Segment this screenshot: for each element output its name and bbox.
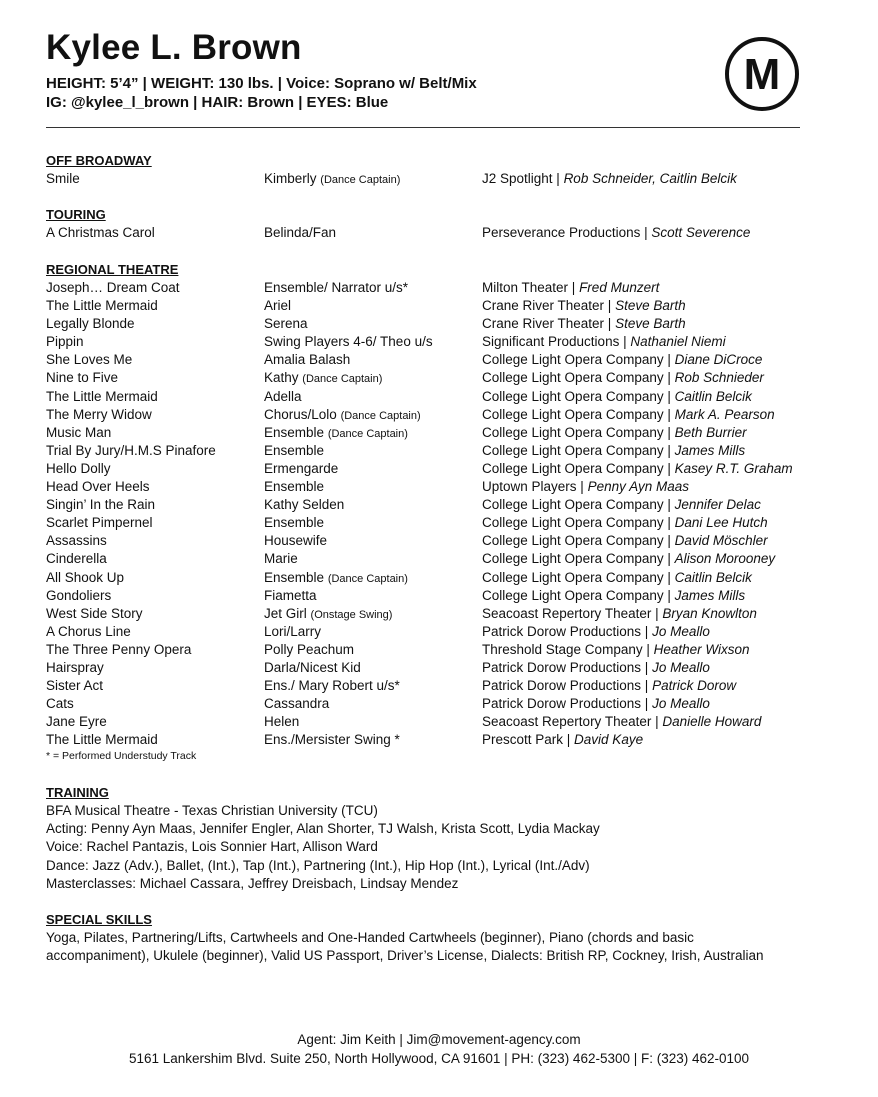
role-name: Ensemble — [264, 479, 325, 495]
show-title: Gondoliers — [46, 587, 112, 603]
role — [264, 297, 291, 315]
role-name: Ensemble — [264, 569, 325, 585]
director-name: Kasey R.T. Graham — [674, 460, 793, 476]
role — [264, 224, 336, 242]
director-name: Mark A. Pearson — [674, 406, 775, 422]
physical-stats — [46, 74, 477, 112]
role-note: (Onstage Swing) — [310, 608, 393, 621]
credit-row — [46, 641, 858, 659]
show-title: The Little Mermaid — [46, 732, 158, 748]
credit-row — [46, 532, 858, 550]
role — [264, 532, 327, 550]
director-name: James Mills — [674, 587, 746, 603]
director-name: Jennifer Delac — [674, 497, 761, 513]
show-title: A Chorus Line — [46, 623, 131, 639]
training-line: Acting: Penny Ayn Maas, Jennifer Engler, Alan Shorter, TJ Walsh, Krista Scott, Lydia Mackay — [46, 821, 600, 837]
role-name: Ens./ Mary Robert u/s* — [264, 678, 400, 694]
section-title: REGIONAL THEATRE — [46, 262, 179, 277]
show-title: Assassins — [46, 533, 107, 549]
section-title: OFF BROADWAY — [46, 153, 152, 168]
skills-text: Yoga, Pilates, Partnering/Lifts, Cartwheels and One-Handed Cartwheels (beginner), Piano (chords and basic accompaniment), Ukulele (beginner), Valid US Passport, Driver’s License, Dialects: British RP, Cockney, Irish, Australian — [46, 930, 764, 964]
show-title: Music Man — [46, 424, 112, 440]
director-name: Patrick Dorow — [652, 678, 737, 694]
company-name: College Light Opera Company | — [482, 424, 675, 440]
company — [482, 677, 736, 695]
director-name: Scott Severence — [651, 225, 751, 240]
company — [482, 442, 745, 460]
credit-row — [46, 514, 858, 532]
director-name: Jo Meallo — [652, 623, 710, 639]
company-name: Milton Theater | — [482, 280, 580, 295]
company — [482, 514, 768, 532]
credit-row — [46, 369, 858, 387]
role-name: Darla/Nicest Kid — [264, 659, 361, 675]
role — [264, 351, 350, 369]
show-title: Singin’ In the Rain — [46, 497, 156, 513]
role-name: Ensemble — [264, 424, 325, 440]
director-name: Jo Meallo — [652, 659, 710, 675]
credit-row — [46, 279, 858, 297]
credit-row — [46, 713, 858, 731]
role-name: Adella — [264, 388, 302, 404]
role — [264, 677, 400, 695]
training-section — [46, 783, 858, 893]
role — [264, 659, 361, 677]
company-name: Threshold Stage Company | — [482, 641, 654, 657]
show-title: Nine to Five — [46, 370, 119, 386]
credit-row — [46, 623, 858, 641]
company-name: Patrick Dorow Productions | — [482, 696, 653, 712]
show-title: Scarlet Pimpernel — [46, 515, 153, 531]
credit-row — [46, 605, 858, 623]
company — [482, 460, 793, 478]
company-name: Seacoast Repertory Theater | — [482, 605, 663, 621]
credit-row — [46, 587, 858, 605]
company — [482, 224, 750, 242]
credit-row — [46, 496, 858, 514]
company — [482, 388, 752, 406]
show-title: Head Over Heels — [46, 479, 150, 495]
show-title: Trial By Jury/H.M.S Pinafore — [46, 442, 216, 458]
director-name: Diane DiCroce — [674, 352, 763, 368]
company — [482, 369, 764, 387]
credit-row — [46, 224, 858, 242]
show-title: All Shook Up — [46, 569, 125, 585]
show-title: Sister Act — [46, 678, 104, 694]
credit-row — [46, 442, 858, 460]
touring-section — [46, 205, 858, 242]
role-name: Jet Girl — [264, 605, 307, 621]
special-skills-section — [46, 910, 858, 965]
show-title: The Little Mermaid — [46, 298, 158, 314]
company-name: College Light Opera Company | — [482, 460, 675, 476]
director-name: Nathaniel Niemi — [630, 334, 726, 350]
role — [264, 641, 354, 659]
director-name: Beth Burrier — [674, 424, 747, 440]
company — [482, 731, 643, 749]
company-name: Patrick Dorow Productions | — [482, 678, 653, 694]
role-name: Swing Players 4-6/ Theo u/s — [264, 334, 433, 350]
show-title: She Loves Me — [46, 352, 133, 368]
role — [264, 406, 421, 425]
credit-row — [46, 297, 858, 315]
show-title: A Christmas Carol — [46, 225, 155, 240]
role-name: Polly Peachum — [264, 641, 355, 657]
director-name: Penny Ayn Maas — [587, 479, 689, 495]
role — [264, 695, 329, 713]
show-title: Legally Blonde — [46, 316, 135, 332]
company-name: College Light Opera Company | — [482, 388, 675, 404]
credit-row — [46, 333, 858, 351]
credit-row — [46, 460, 858, 478]
company-name: Patrick Dorow Productions | — [482, 659, 653, 675]
company — [482, 713, 761, 731]
show-title: Hello Dolly — [46, 460, 111, 476]
role — [264, 333, 433, 351]
director-name: Heather Wixson — [653, 641, 750, 657]
company — [482, 641, 750, 659]
role-name: Kathy — [264, 370, 299, 386]
role-name: Ensemble/ Narrator u/s* — [264, 280, 409, 295]
credit-row — [46, 569, 858, 587]
company-name: Patrick Dorow Productions | — [482, 623, 653, 639]
company-name: College Light Opera Company | — [482, 370, 675, 386]
role — [264, 731, 400, 749]
credit-row — [46, 424, 858, 442]
company — [482, 605, 757, 623]
agency-address: 5161 Lankershim Blvd. Suite 250, North Hollywood, CA 91601 | PH: (323) 462-5300 | F: (323) 462-0100 — [128, 1050, 750, 1066]
role-note: (Dance Captain) — [302, 373, 383, 386]
credit-row — [46, 695, 858, 713]
company — [482, 279, 659, 297]
stats-line-1: HEIGHT: 5’4” | WEIGHT: 130 lbs. | Voice: Soprano w/ Belt/Mix — [46, 75, 477, 92]
off-broadway-section — [46, 151, 858, 188]
role — [264, 569, 408, 588]
company — [482, 532, 768, 550]
company-name: Crane River Theater | — [482, 316, 616, 332]
company — [482, 170, 737, 188]
company-name: Perseverance Productions | — [482, 225, 652, 240]
director-name: Steve Barth — [615, 298, 686, 314]
show-title: The Merry Widow — [46, 406, 152, 422]
show-title: Pippin — [46, 334, 84, 350]
role — [264, 460, 338, 478]
credit-row — [46, 351, 858, 369]
agency-logo — [724, 36, 800, 112]
company — [482, 550, 775, 568]
company-name: College Light Opera Company | — [482, 569, 675, 585]
director-name: Fred Munzert — [579, 280, 660, 295]
role — [264, 514, 324, 532]
role-name: Fiametta — [264, 587, 317, 603]
role-note: (Dance Captain) — [327, 427, 408, 440]
company — [482, 496, 761, 514]
director-name: David Kaye — [574, 732, 644, 748]
training-line: Voice: Rachel Pantazis, Lois Sonnier Hart, Allison Ward — [46, 839, 378, 855]
show-title: Cinderella — [46, 551, 107, 567]
company-name: Prescott Park | — [482, 732, 575, 748]
role — [264, 623, 321, 641]
role-note: (Dance Captain) — [327, 572, 408, 585]
director-name: Jo Meallo — [652, 696, 710, 712]
role — [264, 442, 324, 460]
director-name: Bryan Knowlton — [662, 605, 757, 621]
agent-line: Agent: Jim Keith | Jim@movement-agency.com — [297, 1032, 581, 1047]
director-name: Alison Morooney — [674, 551, 776, 567]
company — [482, 406, 775, 424]
training-line: Masterclasses: Michael Cassara, Jeffrey Dreisbach, Lindsay Mendez — [46, 875, 459, 891]
credit-row — [46, 315, 858, 333]
role — [264, 550, 298, 568]
role-name: Cassandra — [264, 696, 330, 712]
company-name: College Light Opera Company | — [482, 442, 675, 458]
company — [482, 623, 710, 641]
role — [264, 713, 299, 731]
role — [264, 388, 302, 406]
director-name: Rob Schneider, Caitlin Belcik — [563, 171, 737, 186]
credit-row — [46, 731, 858, 749]
role-name: Ensemble — [264, 442, 325, 458]
director-name: Danielle Howard — [662, 714, 762, 730]
role-name: Helen — [264, 714, 300, 730]
company-name: College Light Opera Company | — [482, 533, 675, 549]
director-name: James Mills — [674, 442, 746, 458]
credit-row — [46, 478, 858, 496]
credit-row — [46, 677, 858, 695]
header-divider — [46, 127, 800, 128]
company — [482, 351, 762, 369]
company-name: Significant Productions | — [482, 334, 631, 350]
director-name: Dani Lee Hutch — [674, 515, 768, 531]
credit-row — [46, 170, 858, 188]
director-name: Rob Schnieder — [674, 370, 764, 386]
role-name: Marie — [264, 551, 298, 567]
role — [264, 478, 324, 496]
company-name: College Light Opera Company | — [482, 406, 675, 422]
company-name: Crane River Theater | — [482, 298, 616, 314]
company — [482, 315, 686, 333]
company-name: College Light Opera Company | — [482, 587, 675, 603]
role-name: Chorus/Lolo — [264, 406, 337, 422]
training-line: Dance: Jazz (Adv.), Ballet, (Int.), Tap (Int.), Partnering (Int.), Hip Hop (Int.), Lyrical (Int./Adv) — [46, 857, 590, 873]
logo-letter: M — [743, 50, 781, 99]
regional-theatre-section — [46, 260, 858, 764]
show-title: Cats — [46, 696, 74, 712]
company-name: College Light Opera Company | — [482, 551, 675, 567]
understudy-footnote: * = Performed Understudy Track — [46, 750, 197, 763]
credit-row — [46, 406, 858, 424]
role — [264, 369, 382, 388]
credit-row — [46, 388, 858, 406]
show-title: Smile — [46, 171, 80, 186]
director-name: Steve Barth — [615, 316, 686, 332]
stats-line-2: IG: @kylee_l_brown | HAIR: Brown | EYES: Blue — [46, 94, 389, 111]
role — [264, 605, 392, 624]
section-title: SPECIAL SKILLS — [46, 912, 152, 927]
role — [264, 279, 408, 297]
company — [482, 297, 686, 315]
company-name: College Light Opera Company | — [482, 497, 675, 513]
role-name: Kathy Selden — [264, 497, 345, 513]
company — [482, 569, 752, 587]
role — [264, 170, 400, 189]
company — [482, 587, 745, 605]
show-title: The Little Mermaid — [46, 388, 158, 404]
role — [264, 496, 344, 514]
show-title: The Three Penny Opera — [46, 641, 192, 657]
credit-row — [46, 659, 858, 677]
company-name: Uptown Players | — [482, 479, 588, 495]
director-name: Caitlin Belcik — [674, 569, 752, 585]
role — [264, 315, 308, 333]
director-name: David Möschler — [674, 533, 768, 549]
company — [482, 333, 726, 351]
role-name: Lori/Larry — [264, 623, 322, 639]
role-name: Ens./Mersister Swing * — [264, 732, 400, 748]
company-name: College Light Opera Company | — [482, 515, 675, 531]
agent-contact — [0, 1031, 878, 1068]
role — [264, 587, 317, 605]
director-name: Caitlin Belcik — [674, 388, 752, 404]
company — [482, 478, 689, 496]
company-name: J2 Spotlight | — [482, 171, 564, 186]
role-name: Ariel — [264, 298, 292, 314]
role-name: Amalia Balash — [264, 352, 351, 368]
show-title: Jane Eyre — [46, 714, 107, 730]
section-title: TOURING — [46, 207, 106, 222]
credit-row — [46, 550, 858, 568]
company — [482, 659, 710, 677]
role-name: Ensemble — [264, 515, 325, 531]
section-title: TRAINING — [46, 785, 109, 800]
company-name: Seacoast Repertory Theater | — [482, 714, 663, 730]
role-name: Ermengarde — [264, 460, 339, 476]
company — [482, 695, 710, 713]
role-name: Housewife — [264, 533, 328, 549]
role-name: Serena — [264, 316, 308, 332]
role-note: (Dance Captain) — [340, 409, 421, 422]
resume-name: Kylee L. Brown — [46, 28, 302, 67]
show-title: West Side Story — [46, 605, 143, 621]
show-title: Hairspray — [46, 659, 104, 675]
role-name: Belinda/Fan — [264, 225, 337, 240]
role-name: Kimberly — [264, 171, 317, 186]
show-title: Joseph… Dream Coat — [46, 280, 180, 295]
company-name: College Light Opera Company | — [482, 352, 675, 368]
role — [264, 424, 408, 443]
role-note: (Dance Captain) — [320, 174, 401, 186]
training-line: BFA Musical Theatre - Texas Christian University (TCU) — [46, 803, 378, 818]
company — [482, 424, 747, 442]
